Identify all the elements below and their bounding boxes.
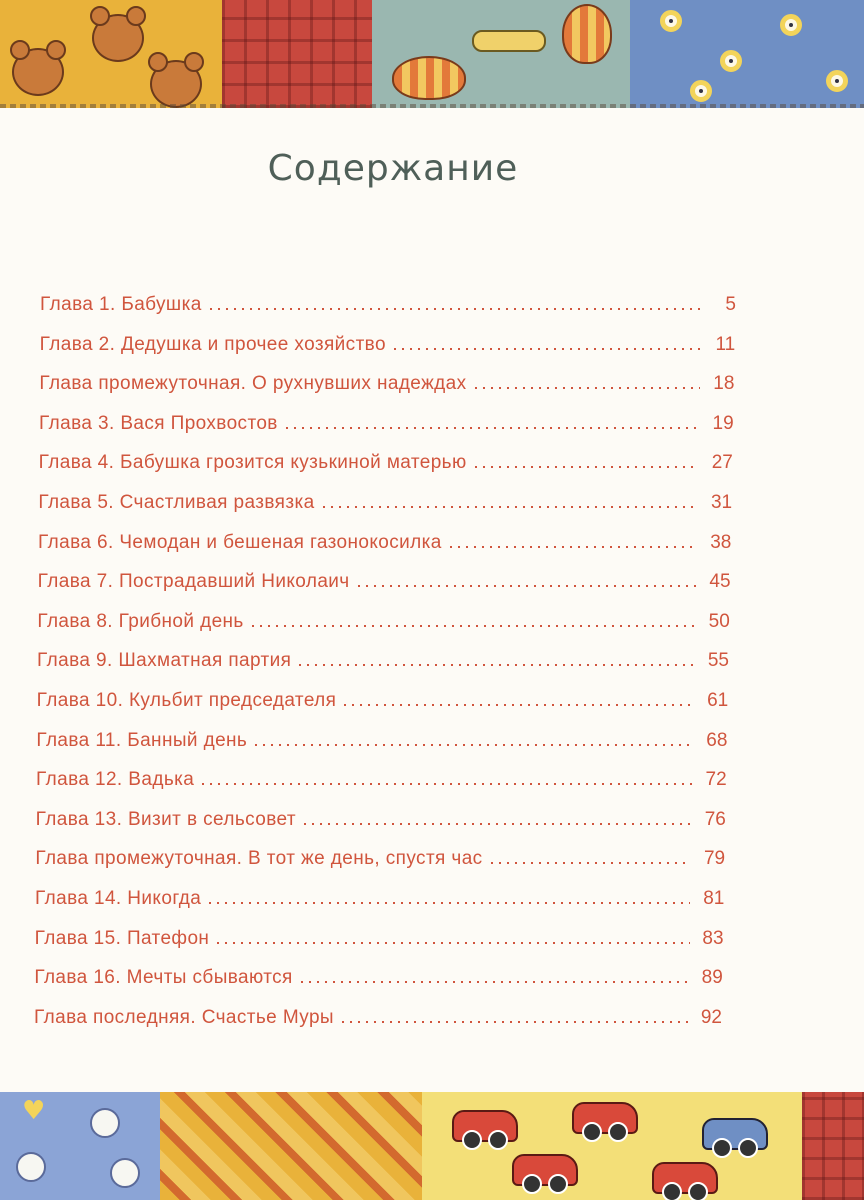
page-title: Содержание [267,148,519,189]
toc-entry-page-number: 11 [715,333,736,355]
teddy-bear-icon [12,48,64,96]
ring-dot-icon [780,14,802,36]
flowers-patch [0,1092,160,1200]
toc-entry-page-number: 83 [702,927,724,949]
toc-entry-page-number: 89 [701,967,723,989]
toc-entry [37,593,729,633]
toc-entry-title: Глава 10. Кульбит председателя [36,690,337,711]
toc-entry-title: Глава промежуточная. В тот же день, спустя час [35,848,483,870]
teddy-bear-patch [0,0,222,108]
toc-entry-title: Глава промежуточная. О рухнувших надеждах [39,373,467,395]
flower-icon [90,1108,120,1138]
airplane-icon [472,30,546,52]
toc-entry [38,514,731,554]
toc-entry-page-number: 27 [711,452,733,474]
toc-entry-title: Глава 3. Вася Прохвостов [39,412,278,434]
toc-entry [38,553,731,593]
flower-icon [16,1152,46,1182]
plaid-patch [222,0,372,108]
toc-leader-dots [491,862,692,864]
toc-entry-page-number: 81 [703,888,725,909]
toc-entry-title: Глава 11. Банный день [36,729,248,751]
toc-entry [37,672,729,712]
ring-dot-icon [720,50,742,72]
toc-leader-dots [299,664,695,666]
toc-leader-dots [394,348,701,350]
stripes-patch [160,1092,422,1200]
toc-entry-title: Глава 8. Грибной день [37,610,244,632]
toc-leader-dots [210,308,702,310]
toc-entry-title: Глава 9. Шахматная партия [37,650,292,672]
toc-entry [36,751,727,791]
toc-entry [40,316,736,356]
toc-entry-page-number: 50 [708,610,730,632]
toc-entry-page-number: 31 [710,492,733,513]
balloons-patch [372,0,630,108]
toc-entry-page-number: 79 [703,848,726,870]
toc-entry-page-number: 61 [707,690,729,711]
toc-entry [34,949,722,989]
toc-entry-title: Глава 1. Бабушка [40,294,202,315]
toc-entry-page-number: 19 [712,412,734,434]
toc-leader-dots [475,466,699,468]
toc-leader-dots [450,546,698,548]
toy-cars-patch [422,1092,802,1200]
toc-entry [39,395,734,435]
ring-dot-icon [826,70,848,92]
toc-entry-page-number: 92 [700,1006,722,1028]
toc-entry-title: Глава 14. Никогда [35,888,202,909]
toc-entry [35,870,724,910]
toc-leader-dots [475,387,701,389]
toc-entry-title: Глава 2. Дедушка и прочее хозяйство [39,333,386,355]
toy-car-icon [572,1102,638,1134]
stitch-seam [0,104,864,108]
toc-leader-dots [344,704,694,706]
toc-entry-title: Глава 7. Пострадавший Николаич [37,571,350,593]
toc-entry-title: Глава 4. Бабушка грозится кузькиной матерью [38,452,467,474]
toc-entry-title: Глава 12. Вадька [36,769,195,791]
toc-entry-page-number: 45 [709,571,731,593]
toc-entry [34,989,722,1029]
toy-car-icon [702,1118,768,1150]
toc-entry-title: Глава 13. Визит в сельсовет [35,808,296,830]
toc-leader-dots [209,902,690,904]
toc-entry [40,276,736,316]
toc-entry-title: Глава 6. Чемодан и бешеная газонокосилка [38,531,442,553]
toc-entry-page-number: 55 [707,650,729,672]
toc-entry-page-number: 76 [704,808,726,830]
ring-dot-icon [660,10,682,32]
top-patchwork-border [0,0,864,108]
bottom-patchwork-border [0,1092,864,1200]
toc-leader-dots [286,427,700,429]
toc-leader-dots [342,1021,688,1023]
toc-entry-title: Глава 5. Счастливая развязка [38,492,315,513]
toc-entry [39,434,733,474]
toy-car-icon [512,1154,578,1186]
toc-entry [36,791,726,831]
toc-leader-dots [304,823,692,825]
toc-entry [35,910,724,950]
hot-air-balloon-icon [562,4,612,64]
toc-entry-page-number: 72 [705,769,727,791]
toy-car-icon [452,1110,518,1142]
toy-car-icon [652,1162,718,1194]
toc-leader-dots [217,942,689,944]
toc-entry [39,355,734,395]
toc-entry-title: Глава 16. Мечты сбываются [34,967,293,989]
toc-entry-page-number: 5 [725,294,736,315]
toc-entry-page-number: 38 [710,531,732,553]
plaid-patch [802,1092,864,1200]
toc-entry-title: Глава последняя. Счастье Муры [34,1006,334,1028]
ring-dot-icon [690,80,712,102]
toc-entry-title: Глава 15. Патефон [34,927,210,949]
toc-leader-dots [202,783,692,785]
heart-icon: ♥ [22,1096,46,1126]
flower-icon [110,1158,140,1188]
toc-leader-dots [323,506,699,508]
toc-entry-page-number: 18 [713,373,735,395]
teddy-bear-icon [150,60,202,108]
teddy-bear-icon [92,14,144,62]
hot-air-balloon-icon [392,56,466,100]
toc-leader-dots [255,744,693,746]
dots-patch [630,0,864,108]
toc-entry [37,632,729,672]
toc-leader-dots [252,625,696,627]
toc-entry [36,712,727,752]
toc-entry [35,830,725,870]
toc-leader-dots [358,585,697,587]
toc-entry [38,474,732,514]
toc-leader-dots [301,981,689,983]
toc-entry-page-number: 68 [706,729,728,751]
